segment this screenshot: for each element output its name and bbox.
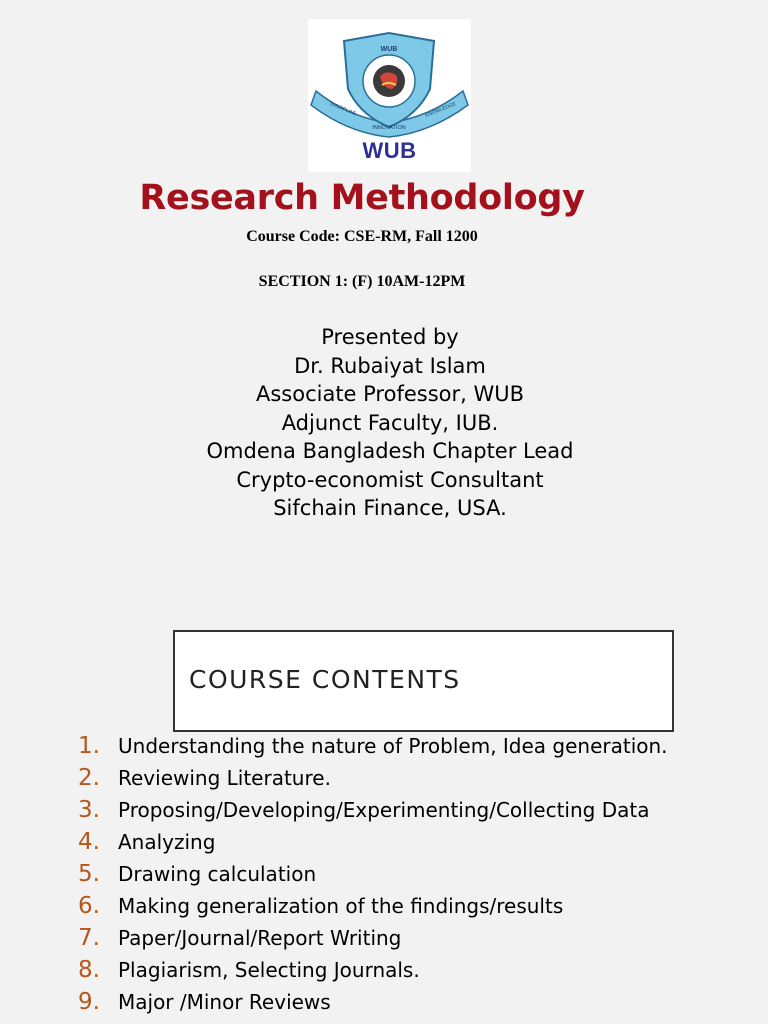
course-contents-heading: COURSE CONTENTS (189, 665, 461, 694)
list-item (78, 858, 668, 890)
list-item (78, 730, 668, 762)
list-item-text: Major /Minor Reviews (118, 990, 331, 1014)
svg-text:KNOWLEDGE: KNOWLEDGE (424, 101, 457, 119)
presenter-line: Omdena Bangladesh Chapter Lead (206, 439, 574, 463)
list-item-text: Proposing/Developing/Experimenting/Collecting Data (118, 798, 650, 822)
presenter-block (0, 323, 768, 523)
list-item-text: Drawing calculation (118, 862, 317, 886)
list-item (78, 922, 668, 954)
presenter-line: Sifchain Finance, USA. (273, 496, 507, 520)
list-number: 2. (78, 765, 100, 791)
list-item-text: Plagiarism, Selecting Journals. (118, 958, 420, 982)
list-item-text: Understanding the nature of Problem, Idea generation. (118, 734, 668, 758)
svg-text:DISCIPLINE: DISCIPLINE (329, 101, 358, 118)
list-number: 3. (78, 797, 100, 823)
list-item (78, 954, 668, 986)
logo-label: WUB (362, 138, 417, 163)
list-item-text: Analyzing (118, 830, 216, 854)
presenter-name: Dr. Rubaiyat Islam (294, 353, 486, 378)
course-contents-list (78, 730, 668, 1018)
list-number: 8. (78, 957, 100, 983)
course-code: Course Code: CSE-RM, Fall 1200 (246, 228, 478, 245)
list-number: 4. (78, 829, 100, 855)
list-number: 7. (78, 925, 100, 951)
list-item (78, 826, 668, 858)
presenter-line: Crypto-economist Consultant (236, 467, 544, 492)
list-item (78, 762, 668, 794)
course-contents-box (173, 630, 674, 732)
page-title: Research Methodology (139, 178, 585, 218)
list-number: 1. (78, 733, 100, 759)
university-logo (308, 19, 471, 172)
svg-text:WUB: WUB (380, 46, 398, 53)
presenter-line: Associate Professor, WUB (255, 382, 525, 406)
list-item-text: Making generalization of the findings/results (118, 894, 564, 918)
list-item (78, 794, 668, 826)
list-number: 6. (78, 893, 100, 919)
list-item-text: Reviewing Literature. (118, 766, 331, 790)
presenter-line: Adjunct Faculty, IUB. (281, 410, 499, 435)
svg-text:INNOVATION: INNOVATION (372, 125, 406, 131)
list-item (78, 890, 668, 922)
presenter-line: Presented by (321, 325, 459, 349)
list-number: 5. (78, 861, 100, 887)
section-info: SECTION 1: (F) 10AM-12PM (258, 273, 466, 290)
list-item (78, 986, 668, 1018)
list-number: 9. (78, 989, 100, 1015)
list-item-text: Paper/Journal/Report Writing (118, 926, 402, 950)
